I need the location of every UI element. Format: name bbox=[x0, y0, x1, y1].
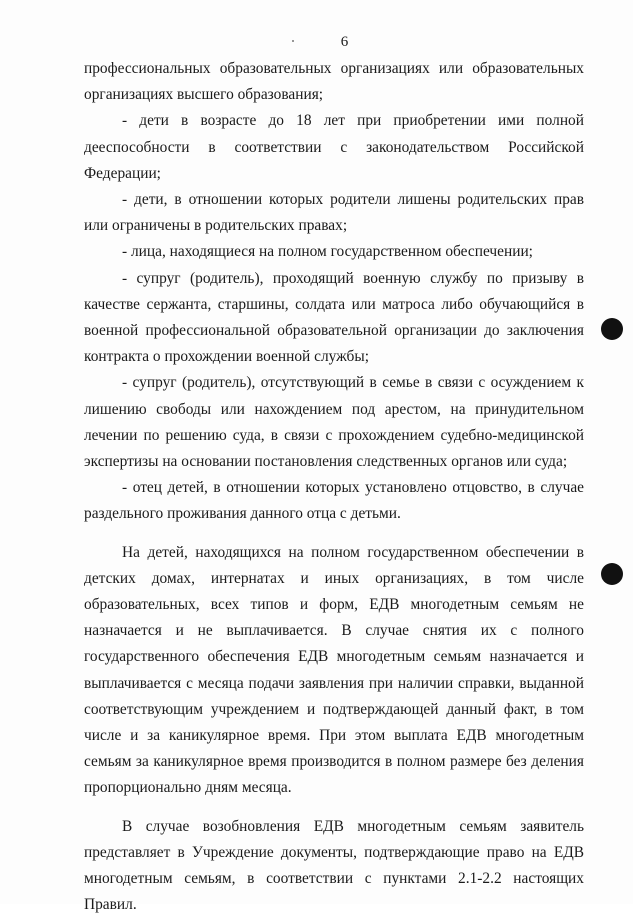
paragraph-continuation: профессиональных образовательных организациях или образовательных организациях высшего образования; bbox=[84, 60, 584, 104]
list-item-military-service: - супруг (родитель), проходящий военную службу по призыву в качестве сержанта, старшины, солдата или матроса либо обучающийся в военной профессиональной образовательной организации до заключения контракта о прохождении военной службы; bbox=[84, 269, 584, 366]
punch-hole-mark bbox=[601, 563, 623, 585]
list-item-absent-spouse: - супруг (родитель), отсутствующий в семье в связи с осуждением к лишению свободы или нахождением под арестом, на принудительном лечении по решению суда, в связи с прохождением судебно-медицинской экспертизы на основании постановления следственных органов или суда; bbox=[84, 374, 584, 471]
paragraph-resumption: В случае возобновления ЕДВ многодетным семьям заявитель представляет в Учреждение документы, подтверждающие право на ЕДВ многодетным семьям, в соответствии с пунктами 2.1-2.2 настоящих Правил. bbox=[84, 817, 584, 914]
page-number: 6 bbox=[340, 34, 349, 50]
paragraph-children-institutions: На детей, находящихся на полном государственном обеспечении в детских домах, интернатах и иных организациях, в том числе образовательных, всех типов и форм, ЕДВ многодетным семьям не назначается и не выплачивается. В случае снятия их с полного государственного обеспечения ЕДВ многодетным семьям назначается и выплачивается с месяца подачи заявления при наличии справки, выданной соответствующим учреждением и подтверждающей данный факт, в том числе и за каникулярное время. При этом выплата ЕДВ многодетным семьям за каникулярное время производится в полном размере без деления пропорционально дням месяца. bbox=[84, 543, 584, 797]
list-item-state-support: - лица, находящиеся на полном государственном обеспечении; bbox=[122, 243, 533, 261]
punch-hole-mark bbox=[601, 318, 623, 340]
list-item-father-separate: - отец детей, в отношении которых установлено отцовство, в случае раздельного проживания данного отца с детьми. bbox=[84, 479, 584, 523]
list-item-deprived-parental-rights: - дети, в отношении которых родители лишены родительских прав или ограничены в родительских правах; bbox=[84, 191, 584, 235]
list-item-minors-full-capacity: - дети в возрасте до 18 лет при приобретении ими полной дееспособности в соответствии с законодательством Российской Федерации; bbox=[84, 112, 584, 182]
document-body bbox=[84, 56, 584, 919]
